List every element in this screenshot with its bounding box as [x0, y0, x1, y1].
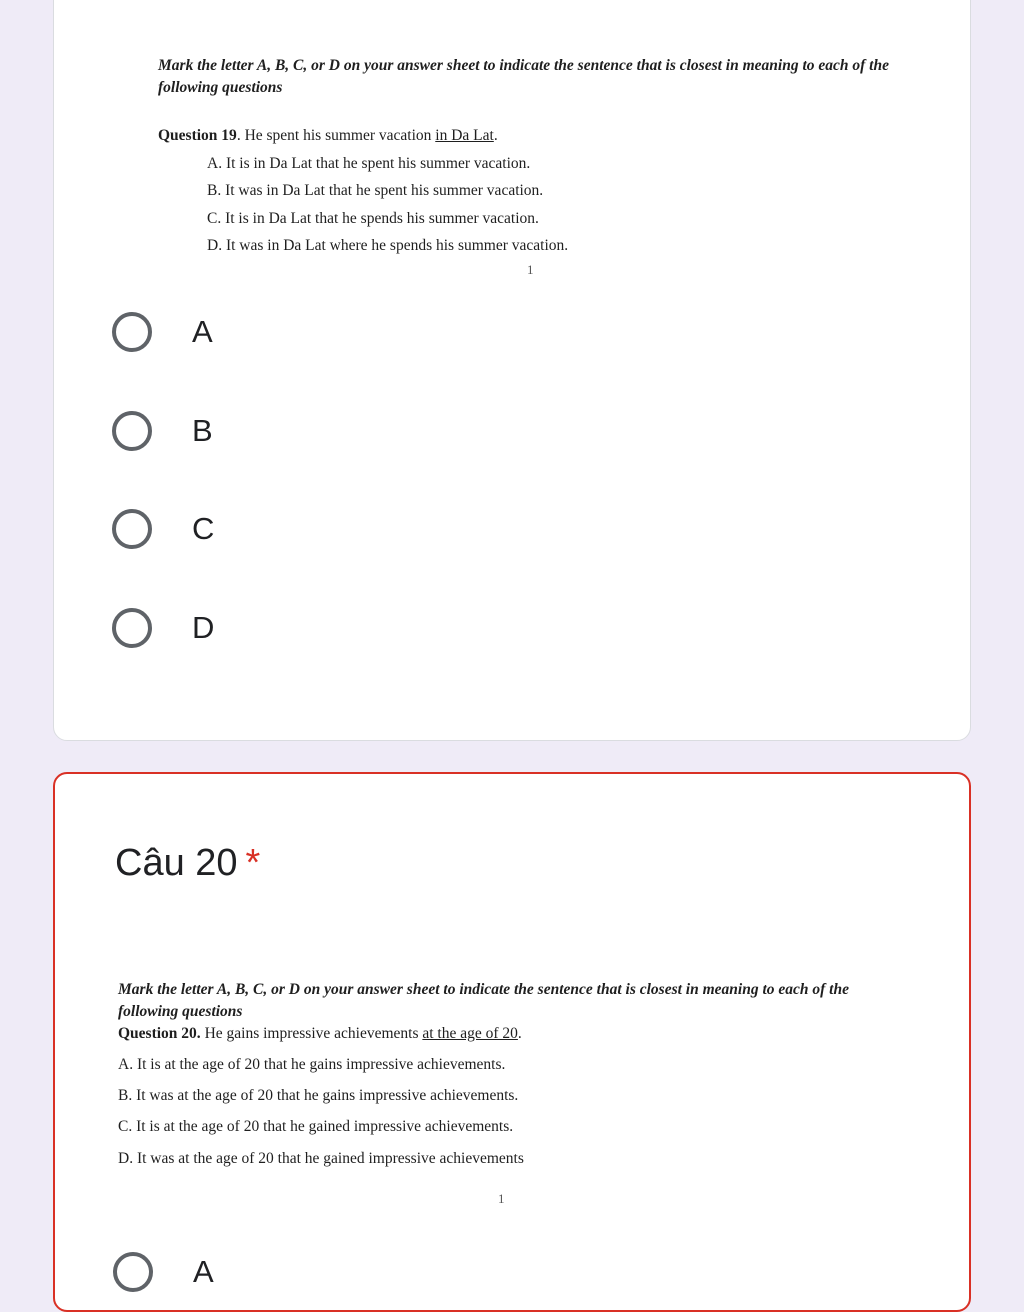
- radio-option-d[interactable]: [112, 608, 412, 660]
- question-20-option-b-text: B. It was at the age of 20 that he gains impressive achievements.: [118, 1087, 519, 1104]
- question-19-option-c-text: C. It is in Da Lat that he spends his summer vacation.: [207, 210, 539, 227]
- question-19-image: [158, 55, 918, 147]
- question-20-underlined: at the age of 20: [422, 1025, 518, 1042]
- question-19-option-d-text: D. It was in Da Lat where he spends his summer vacation.: [207, 237, 569, 254]
- question-20-text: [118, 1023, 908, 1045]
- question-20-title-text: Câu 20: [115, 842, 238, 884]
- radio-label-c: C: [192, 511, 215, 546]
- question-20-instruction: Mark the letter A, B, C, or D on your answer sheet to indicate the sentence that is closest in meaning to each of the following questions: [118, 981, 849, 1020]
- question-19-option-b-text: B. It was in Da Lat that he spent his summer vacation.: [207, 182, 544, 199]
- radio-option-a[interactable]: [113, 1252, 413, 1304]
- radio-label-a: A: [193, 1254, 214, 1289]
- question-20-pre: He gains impressive achievements: [200, 1025, 423, 1042]
- radio-circle-icon[interactable]: [112, 312, 152, 352]
- question-20-option-c-text: C. It is at the age of 20 that he gained impressive achievements.: [118, 1118, 514, 1135]
- required-asterisk: *: [245, 842, 261, 884]
- question-19-card: [53, 0, 971, 741]
- question-19-page-number: 1: [527, 262, 534, 277]
- radio-label-a: A: [192, 314, 213, 349]
- radio-option-a[interactable]: [112, 312, 412, 364]
- question-20-image: [118, 979, 908, 1045]
- question-19-instruction: Mark the letter A, B, C, or D on your answer sheet to indicate the sentence that is closest in meaning to each of the following questions: [158, 57, 889, 96]
- question-19-text: [158, 125, 918, 147]
- question-19-underlined: in Da Lat: [435, 127, 494, 144]
- question-20-page-number: 1: [498, 1191, 505, 1206]
- question-20-card: [53, 772, 971, 1312]
- question-20-title: [115, 842, 260, 885]
- radio-circle-icon[interactable]: [112, 509, 152, 549]
- radio-label-b: B: [192, 413, 213, 448]
- question-19-pre: . He spent his summer vacation: [236, 127, 436, 144]
- radio-option-b[interactable]: [112, 411, 412, 463]
- question-20-label: Question 20.: [118, 1025, 201, 1042]
- radio-circle-icon[interactable]: [112, 411, 152, 451]
- question-19-label: Question 19: [158, 127, 237, 144]
- question-20-post: .: [517, 1025, 522, 1042]
- radio-label-d: D: [192, 610, 215, 645]
- radio-option-c[interactable]: [112, 509, 412, 561]
- question-19-option-a-text: A. It is in Da Lat that he spent his summer vacation.: [207, 155, 531, 172]
- question-19-post: .: [493, 127, 498, 144]
- radio-circle-icon[interactable]: [113, 1252, 153, 1292]
- question-20-option-a-text: A. It is at the age of 20 that he gains impressive achievements.: [118, 1056, 506, 1073]
- question-20-option-d-text: D. It was at the age of 20 that he gained impressive achievements: [118, 1150, 524, 1167]
- radio-circle-icon[interactable]: [112, 608, 152, 648]
